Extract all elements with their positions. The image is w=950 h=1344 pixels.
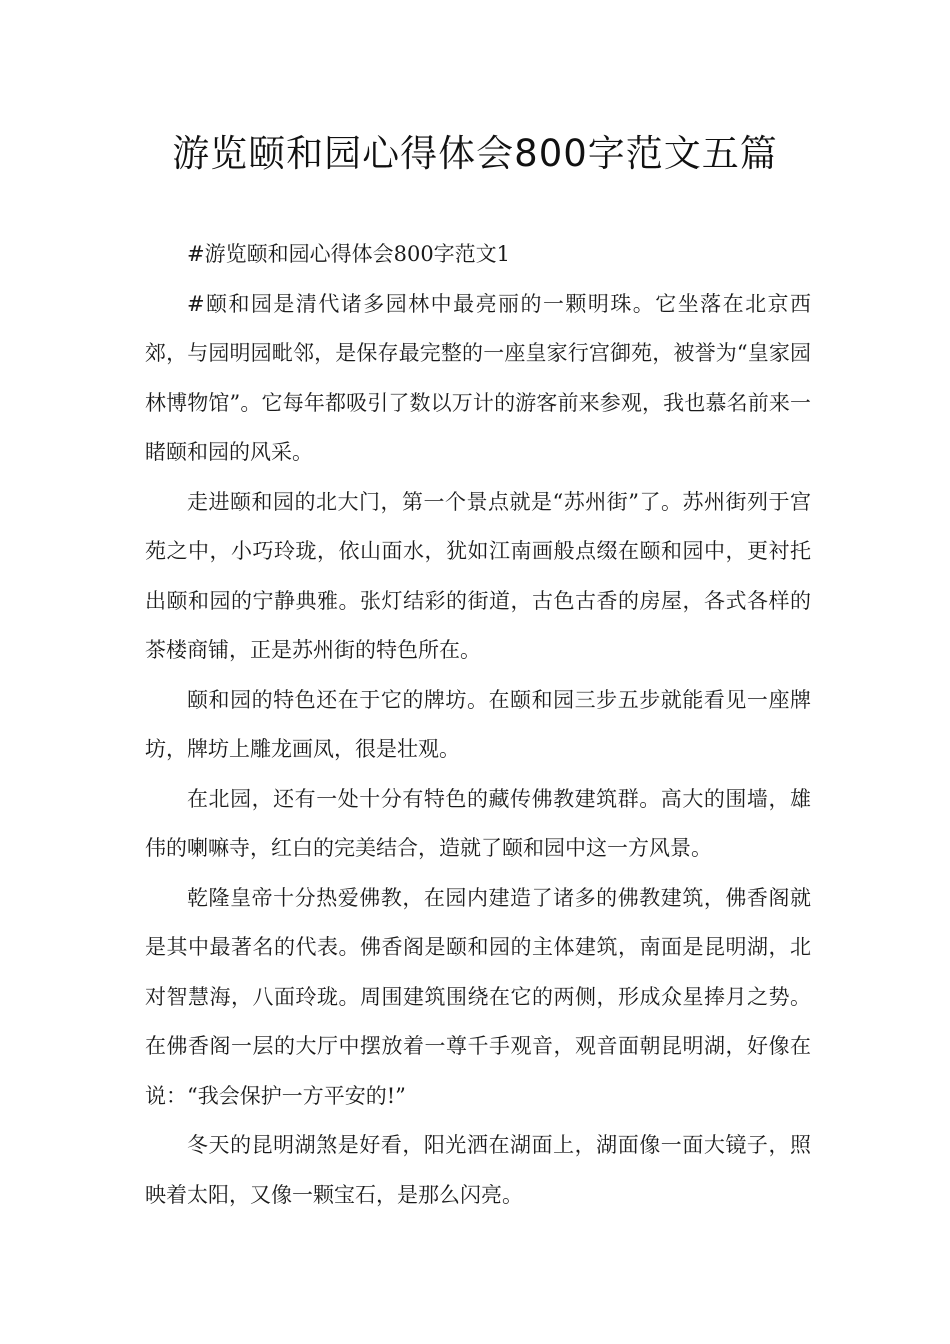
paragraph-intro: #颐和园是清代诸多园林中最亮丽的一颗明珠。它坐落在北京西郊，与园明园毗邻，是保存最完整的一座皇家行宫御苑，被誉为“皇家园林博物馆”。它每年都吸引了数以万计的游客前来参观，我也慕名前来一睹颐和园的风采。 (145, 291, 811, 464)
document-body (145, 230, 811, 1220)
document-title: 游览颐和园心得体会800字范文五篇 (172, 132, 778, 175)
paragraph-heading: #游览颐和园心得体会800字范文1 (187, 242, 511, 266)
paragraph-archways: 颐和园的特色还在于它的牌坊。在颐和园三步五步就能看见一座牌坊，牌坊上雕龙画凤，很是壮观。 (145, 687, 811, 761)
paragraph-kunming-lake: 冬天的昆明湖煞是好看，阳光洒在湖面上，湖面像一面大镜子，照映着太阳，又像一颗宝石，是那么闪亮。 (145, 1133, 811, 1207)
paragraph-tibetan-buddhism: 在北园，还有一处十分有特色的藏传佛教建筑群。高大的围墙，雄伟的喇嘛寺，红白的完美结合，造就了颐和园中这一方风景。 (145, 786, 811, 860)
paragraph-foxiang-pavilion: 乾隆皇帝十分热爱佛教，在园内建造了诸多的佛教建筑，佛香阁就是其中最著名的代表。佛香阁是颐和园的主体建筑，南面是昆明湖，北对智慧海，八面玲珑。周围建筑围绕在它的两侧，形成众星捧月之势。在佛香阁一层的大厅中摆放着一尊千手观音，观音面朝昆明湖，好像在说：“我会保护一方平安的!” (145, 885, 811, 1108)
paragraph-suzhou-street: 走进颐和园的北大门，第一个景点就是“苏州街”了。苏州街列于宫苑之中，小巧玲珑，依山面水，犹如江南画般点缀在颐和园中，更衬托出颐和园的宁静典雅。张灯结彩的街道，古色古香的房屋，各式各样的茶楼商铺，正是苏州街的特色所在。 (145, 489, 811, 662)
